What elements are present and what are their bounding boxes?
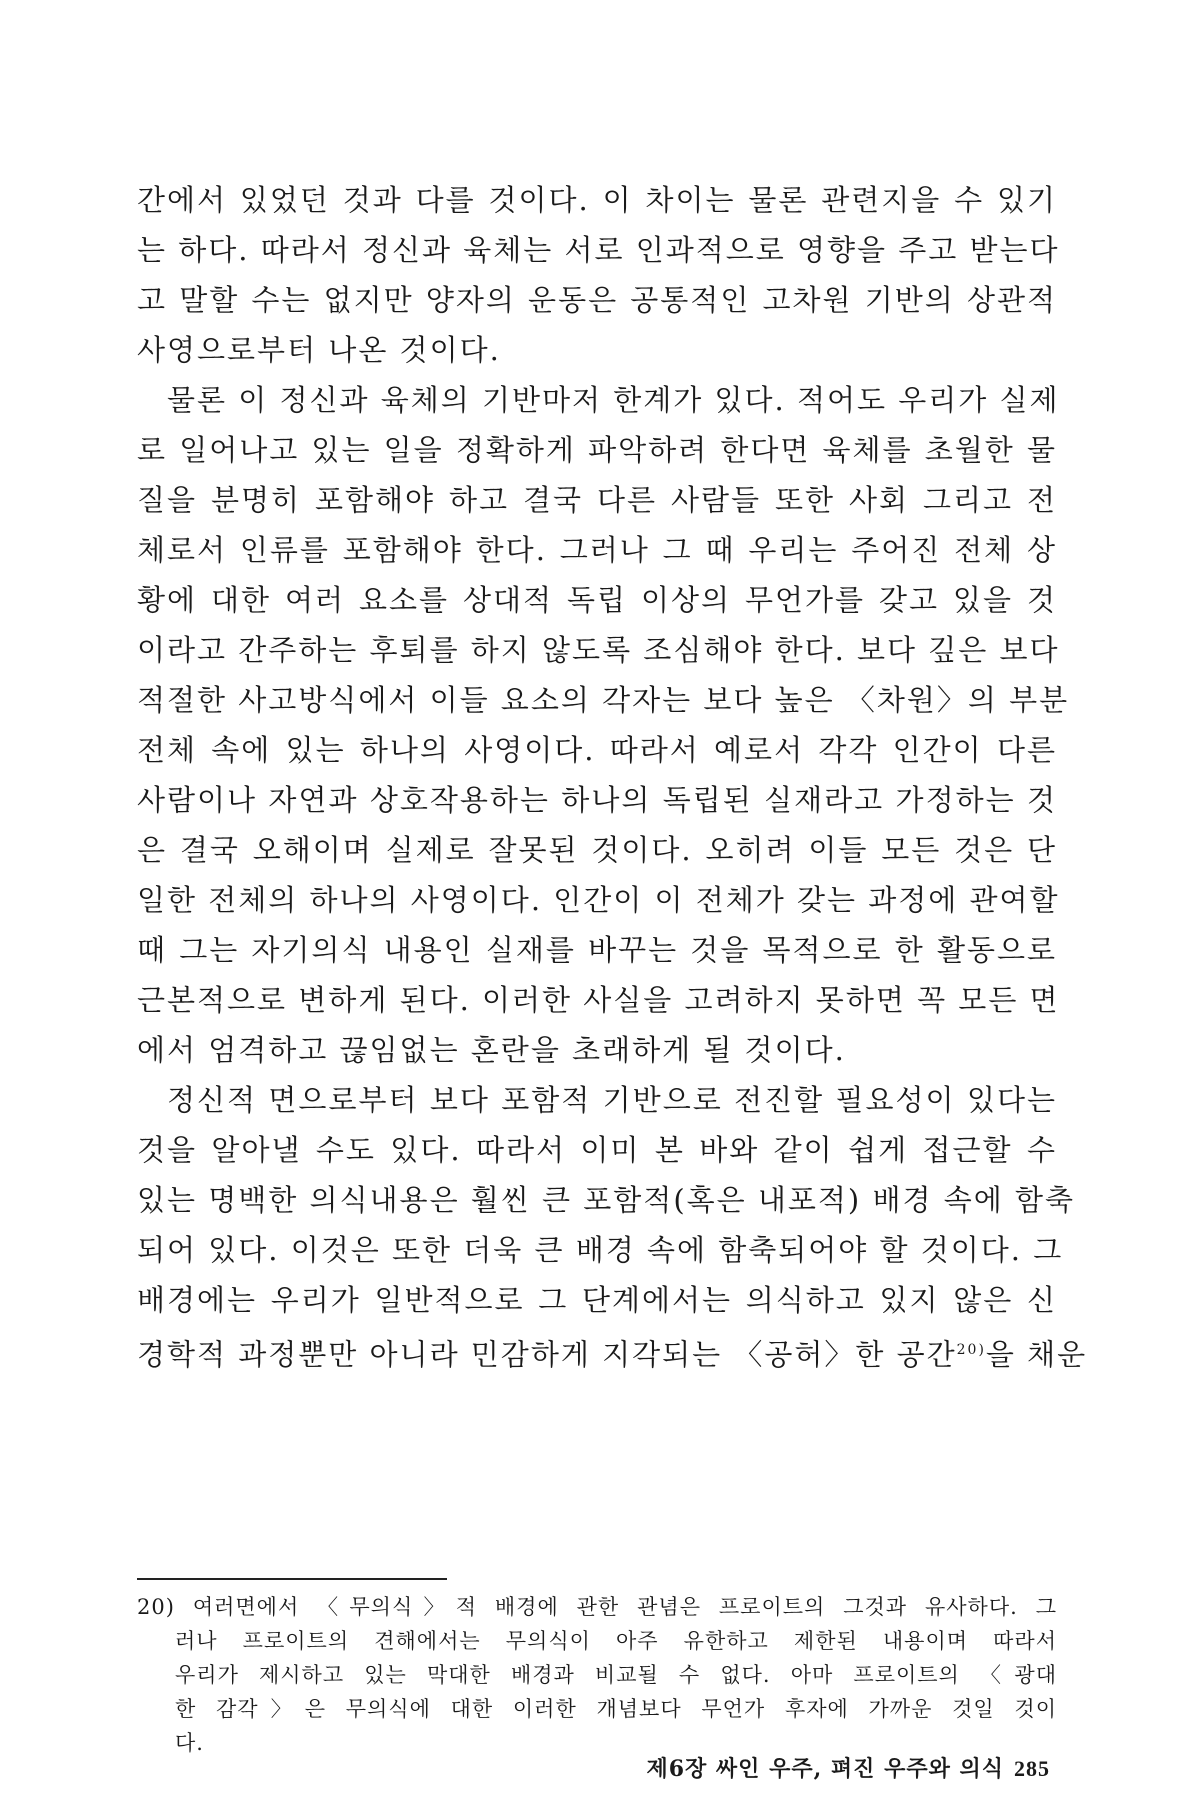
body-text <box>137 175 1088 1375</box>
text-line: 있는 명백한 의식내용은 훨씬 큰 포함적(혹은 내포적) 배경 속에 함축 <box>137 1183 1075 1217</box>
text-line: 이라고 간주하는 후퇴를 하지 않도록 조심해야 한다. 보다 깊은 보다 <box>137 633 1060 667</box>
text-line: 에서 엄격하고 끊임없는 혼란을 초래하게 될 것이다. <box>137 1033 846 1067</box>
footnote-line: 다. <box>175 1731 204 1755</box>
text-line: 적절한 사고방식에서 이들 요소의 각자는 보다 높은 〈차원〉의 부분 <box>137 683 1070 717</box>
text-line: 일한 전체의 하나의 사영이다. 인간이 이 전체가 갖는 과정에 관여할 <box>137 883 1060 917</box>
text-line: 간에서 있었던 것과 다를 것이다. 이 차이는 물론 관련지을 수 있기 <box>137 183 1057 217</box>
text-line: 물론 이 정신과 육체의 기반마저 한계가 있다. 적어도 우리가 실제 <box>167 383 1060 417</box>
text-line: 것을 알아낼 수도 있다. 따라서 이미 본 바와 같이 쉽게 접근할 수 <box>137 1133 1057 1167</box>
text-line-with-footnote-ref <box>137 1325 1088 1375</box>
footnote <box>137 1590 1057 1760</box>
footnote-line: 한 감각〉은 무의식에 대한 이러한 개념보다 무언가 후자에 가까운 것일 것이 <box>175 1697 1057 1721</box>
text-line: 사영으로부터 나온 것이다. <box>137 333 501 367</box>
text-segment: 을 채운 <box>985 1337 1088 1372</box>
footnote-line: 우리가 제시하고 있는 막대한 배경과 비교될 수 없다. 아마 프로이트의 〈광대 <box>175 1663 1057 1687</box>
page-number: 285 <box>1014 1756 1050 1781</box>
text-line: 정신적 면으로부터 보다 포함적 기반으로 전진할 필요성이 있다는 <box>167 1083 1057 1117</box>
text-line: 전체 속에 있는 하나의 사영이다. 따라서 예로서 각각 인간이 다른 <box>137 733 1057 767</box>
text-line: 되어 있다. 이것은 또한 더욱 큰 배경 속에 함축되어야 할 것이다. 그 <box>137 1233 1064 1267</box>
text-segment: 경학적 과정뿐만 아니라 민감하게 지각되는 〈공허〉한 공간 <box>137 1337 957 1372</box>
text-line: 질을 분명히 포함해야 하고 결국 다른 사람들 또한 사회 그리고 전 <box>137 483 1057 517</box>
text-line: 사람이나 자연과 상호작용하는 하나의 독립된 실재라고 가정하는 것 <box>137 783 1057 817</box>
footnote-reference: 20) <box>956 1342 986 1358</box>
footnote-line: 20) 여러면에서 〈무의식〉적 배경에 관한 관념은 프로이트의 그것과 유사하다. 그 <box>137 1595 1057 1619</box>
text-line: 은 결국 오해이며 실제로 잘못된 것이다. 오히려 이들 모든 것은 단 <box>137 833 1057 867</box>
text-line: 때 그는 자기의식 내용인 실재를 바꾸는 것을 목적으로 한 활동으로 <box>137 933 1057 967</box>
text-line: 로 일어나고 있는 일을 정확하게 파악하려 한다면 육체를 초월한 물 <box>137 433 1057 467</box>
text-line: 근본적으로 변하게 된다. 이러한 사실을 고려하지 못하면 꼭 모든 면 <box>137 983 1060 1017</box>
footnote-divider <box>137 1578 447 1580</box>
chapter-title: 제6장 싸인 우주, 펴진 우주와 의식 <box>646 1756 1004 1782</box>
text-line: 는 하다. 따라서 정신과 육체는 서로 인과적으로 영향을 주고 받는다 <box>137 233 1060 267</box>
text-line: 체로서 인류를 포함해야 한다. 그러나 그 때 우리는 주어진 전체 상 <box>137 533 1057 567</box>
footnote-line: 러나 프로이트의 견해에서는 무의식이 아주 유한하고 제한된 내용이며 따라서 <box>175 1629 1057 1653</box>
page-footer <box>646 1752 1050 1783</box>
text-line: 고 말할 수는 없지만 양자의 운동은 공통적인 고차원 기반의 상관적 <box>137 283 1057 317</box>
text-line: 배경에는 우리가 일반적으로 그 단계에서는 의식하고 있지 않은 신 <box>137 1283 1057 1317</box>
text-line: 황에 대한 여러 요소를 상대적 독립 이상의 무언가를 갖고 있을 것 <box>137 583 1057 617</box>
